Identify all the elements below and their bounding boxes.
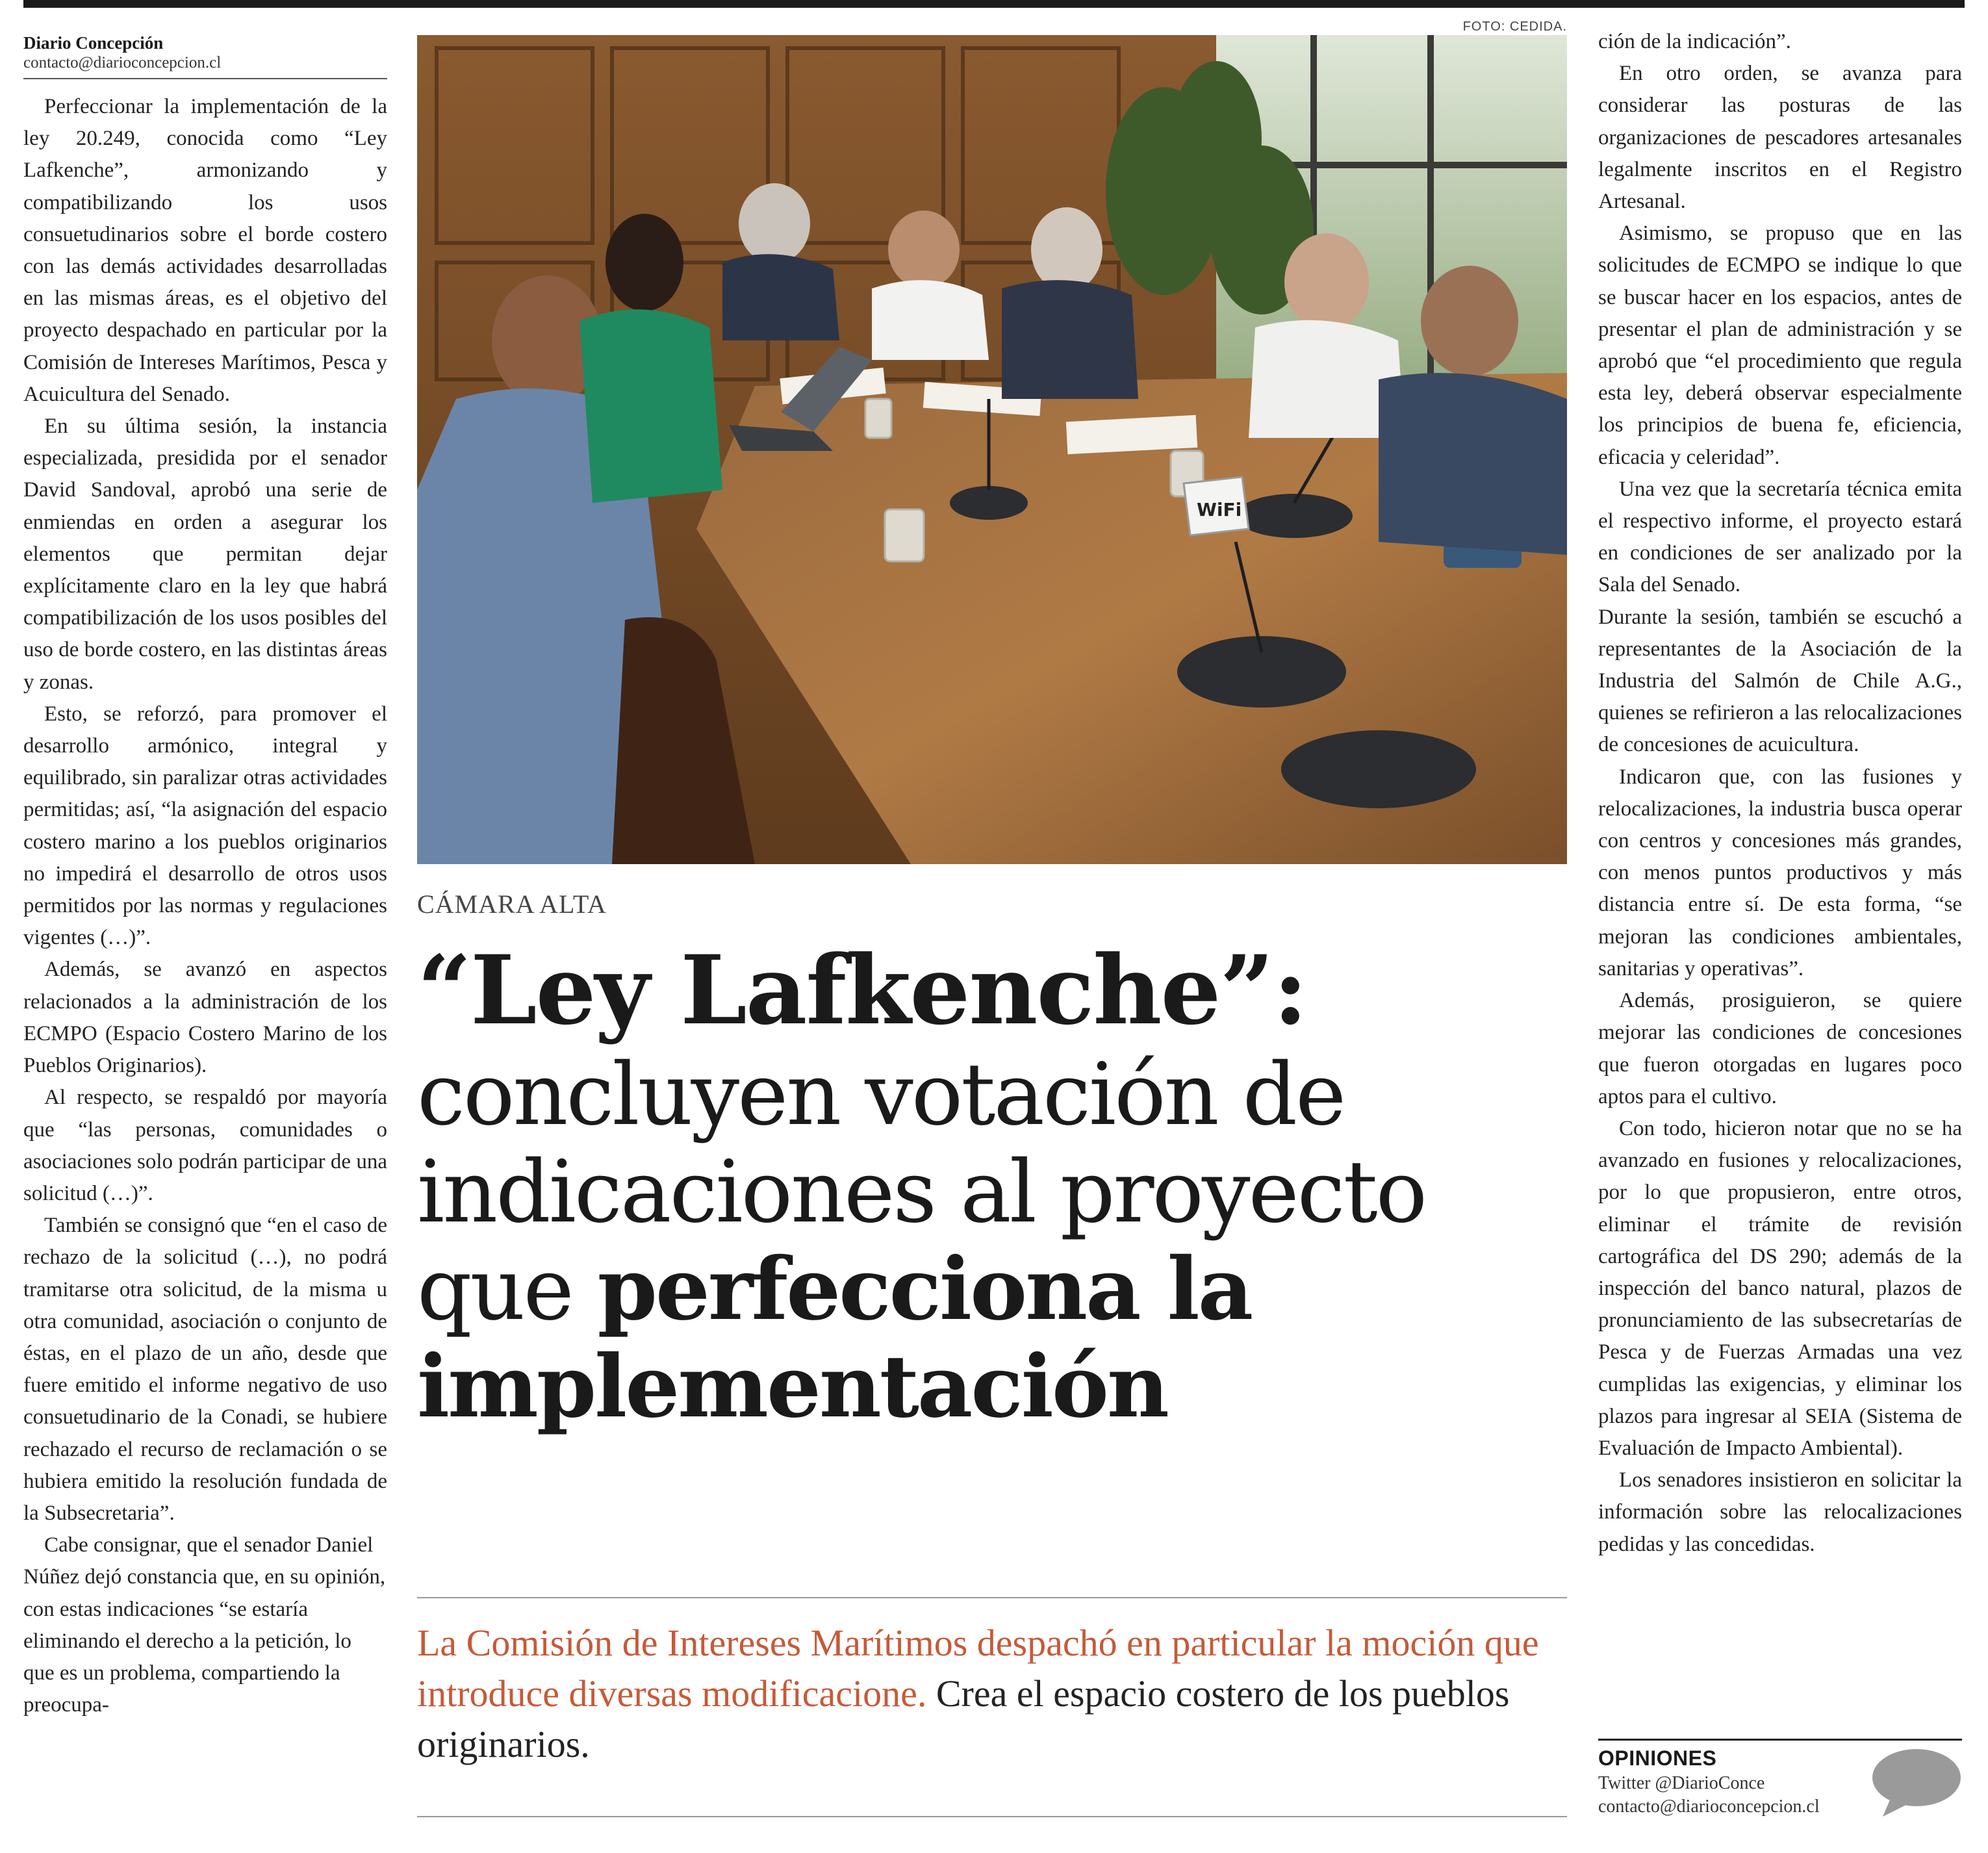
paragraph: Esto, se reforzó, para promover el desarrollo armónico, integral y equilibrado, sin paralizar otras actividades permitidas; así, “la asignación del espacio costero marino a los pueblos originarios no impedirá el desarrollo de otros usos permitidos por las normas y regulaciones vigentes (…)”. [23, 702, 387, 950]
headline-line-1: “Ley Lafkenche”: [417, 935, 1307, 1046]
paragraph: Además, prosiguieron, se quiere mejorar las condiciones de concesiones que fueron otorgadas en lugares poco aptos para el cultivo. [1598, 989, 1962, 1108]
top-rule [23, 0, 1965, 8]
headline-line-2: concluyen votación de [417, 1045, 1345, 1145]
paragraph: Con todo, hicieron notar que no se ha avanzado en fusiones y relocalizaciones, por lo que propusieron, entre otros, eliminar el trámite de revisión cartográfica del DS 290; además de la inspección del banco natural, plazos de pronunciamiento de las subsecretarías de Pesca y de Fuerzas Armadas una vez cumplidas las exigencias, y eliminar los plazos para ingresar al SEIA (Sistema de Evaluación de Impacto Ambiental). [1598, 1116, 1962, 1460]
headline-line-4-bold: perfecciona la [597, 1239, 1252, 1340]
paragraph: Durante la sesión, también se escuchó a representantes de la Asociación de la Industria del Salmón de Chile A.G., quienes se refirieron a las relocalizaciones de concesiones de acuicultura. [1598, 605, 1962, 757]
paragraph: Asimismo, se propuso que en las solicitudes de ECMPO se indique lo que se buscar hacer en los espacios, antes de presentar el plan de administración y se aprobó que “el procedimiento que regula esta ley, deberá observar especialmente los principios de buena fe, eficiencia, eficacia y celeridad”. [1598, 222, 1962, 469]
opinions-email[interactable]: contacto@diarioconcepcion.cl [1598, 1796, 1820, 1817]
paragraph: También se consignó que “en el caso de rechazo de la solicitud (…), no podrá tramitarse otra solicitud, de la misma u otra comunidad, asociación o conjunto de éstas, en el plazo de un año, desde que fuere emitido el informe negativo de uso consuetudinario de la Conadi, se hubiere rechazado el recurso de reclamación o se hubiera emitido la resolución fundada de la Subsecretaria”. [23, 1214, 387, 1525]
wifi-sign-text: WiFi [1197, 499, 1242, 520]
paragraph: Además, se avanzó en aspectos relacionados a la administración de los ECMPO (Espacio Costero Marino de los Pueblos Originarios). [23, 958, 387, 1078]
byline-name: Diario Concepción [23, 33, 164, 53]
article-photo [417, 35, 1567, 864]
right-body-text [1598, 26, 1962, 1561]
paragraph: Los senadores insistieron en solicitar la información sobre las relocalizaciones pedidas y las concedidas. [1598, 1468, 1962, 1556]
meeting-photo-illustration [417, 35, 1567, 864]
paragraph: Indicaron que, con las fusiones y relocalizaciones, la industria busca operar con centros y concesiones más grandes, con menos puntos productivos y más distancia entre sí. De esta forma, “se mejoran las condiciones ambientales, sanitarias y operativas”. [1598, 765, 1962, 980]
lead-bottom-rule [417, 1816, 1567, 1817]
lead-rest-text: Crea el espacio costero de los pueblos originarios. [417, 1672, 1510, 1765]
lead-summary [417, 1618, 1567, 1770]
lead-top-rule [417, 1597, 1567, 1598]
headline-line-3: indicaciones al proyecto [417, 1142, 1426, 1242]
opinions-twitter[interactable]: Twitter @DiarioConce [1598, 1773, 1765, 1793]
paragraph: Una vez que la secretaría técnica emita el respectivo informe, el proyecto estará en condiciones de ser analizado por la Sala del Senado. [1598, 477, 1962, 597]
paragraph: Perfeccionar la implementación de la ley 20.249, conocida como “Ley Lafkenche”, armonizando y compatibilizando los usos consuetudinarios sobre el borde costero con las demás actividades desarrolladas en las mismas áreas, es el objetivo del proyecto despachado en particular por la Comisión de Intereses Marítimos, Pesca y Acuicultura del Senado. [23, 95, 387, 406]
headline-line-4 [417, 1241, 1567, 1338]
lead-accent-text: La Comisión de Intereses Marítimos despachó en particular la moción que introduce diversas modificacione. [417, 1622, 1539, 1715]
paragraph: En su última sesión, la instancia especializada, presidida por el senador David Sandoval, aprobó una serie de enmiendas en orden a asegurar los elementos que permitan dejar explícitamente claro en la ley que habrá compatibilización de los usos posibles del uso de borde costero, en las distintas áreas y zonas. [23, 415, 387, 694]
paragraph: ción de la indicación”. [1598, 30, 1791, 53]
left-column [23, 32, 387, 1721]
headline [417, 936, 1567, 1436]
byline-divider [23, 78, 387, 79]
headline-line-5-bold: implementación [417, 1336, 1167, 1437]
paragraph: Cabe consignar, que el senador Daniel Núñez dejó constancia que, en su opinión, con estas indicaciones “se estaría eliminando el derecho a la petición, lo que es un problema, compartiendo la preocupa- [23, 1533, 386, 1717]
photo-credit: FOTO: CEDIDA. [1462, 19, 1567, 34]
opinions-rule [1598, 1739, 1962, 1741]
paragraph: Al respecto, se respaldó por mayoría que “las personas, comunidades o asociaciones solo podrán participar de una solicitud (…)”. [23, 1086, 387, 1205]
headline-line-4-normal: que [417, 1240, 572, 1340]
opinions-title: OPINIONES [1598, 1746, 1717, 1770]
speech-bubble-icon [1871, 1746, 1962, 1818]
section-kicker: CÁMARA ALTA [417, 889, 607, 919]
byline-email[interactable]: contacto@diarioconcepcion.cl [23, 54, 222, 71]
paragraph: En otro orden, se avanza para considerar las posturas de las organizaciones de pescadores artesanales legalmente inscritos en el Registro Artesanal. [1598, 62, 1962, 214]
headline-line-5 [417, 1338, 1567, 1436]
left-body-text [23, 91, 387, 1721]
